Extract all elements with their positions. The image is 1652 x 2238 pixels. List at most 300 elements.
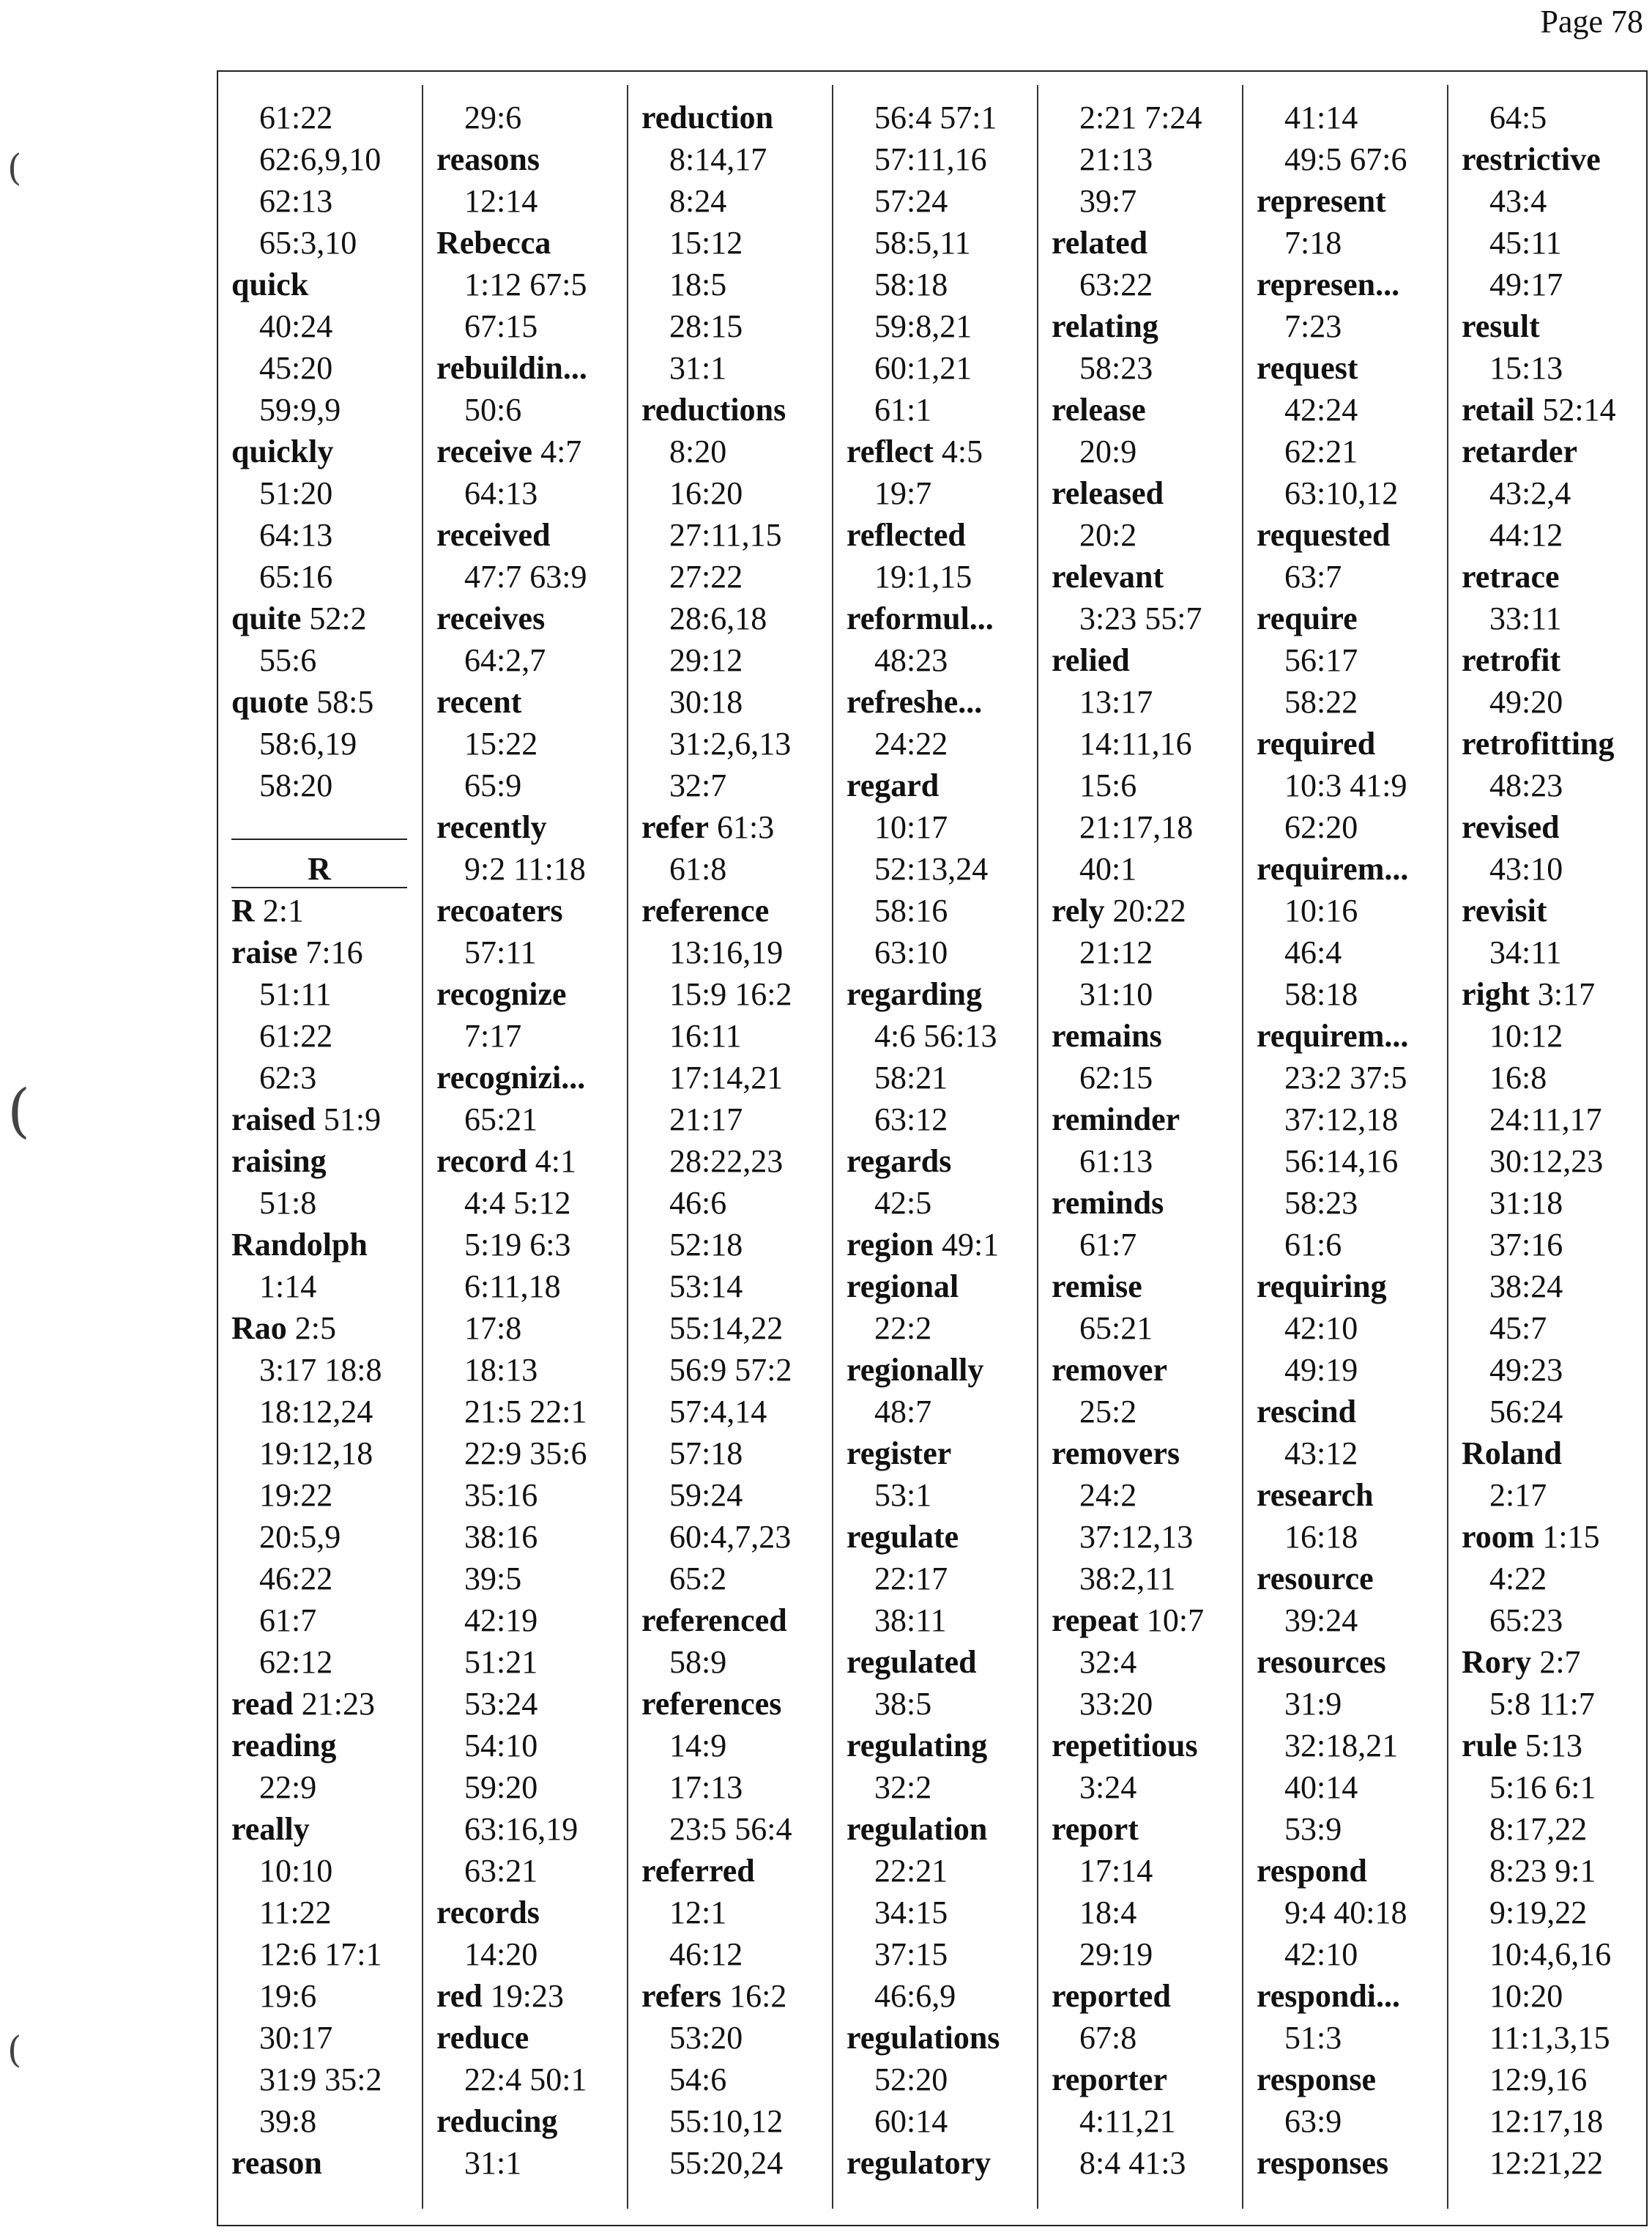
index-term: received <box>436 517 551 553</box>
index-page-refs <box>1052 1307 1153 1349</box>
index-page-refs <box>1462 514 1563 556</box>
page-reference: 46:6 <box>669 1185 727 1221</box>
index-entry <box>847 1725 987 1766</box>
index-term: respondi... <box>1257 1978 1401 2014</box>
index-term: request <box>1257 350 1358 386</box>
page-reference: 9:4 40:18 <box>1284 1895 1407 1930</box>
page-reference: 13:16,19 <box>669 934 784 970</box>
page-reference: 49:1 <box>933 1227 1000 1263</box>
index-page-refs <box>1462 2017 1610 2059</box>
page-reference: 33:11 <box>1489 601 1562 636</box>
index-entry <box>231 1098 381 1140</box>
page-reference: 30:17 <box>259 2020 333 2056</box>
page-reference: 4:11,21 <box>1079 2103 1176 2139</box>
index-term: rely <box>1052 893 1105 929</box>
page-reference: 22:21 <box>874 1853 948 1889</box>
index-entry <box>436 598 545 639</box>
index-page-refs <box>436 1766 537 1808</box>
index-term: regard <box>847 767 940 803</box>
index-term: Rory <box>1462 1644 1532 1680</box>
page-reference: 53:9 <box>1284 1811 1342 1847</box>
index-page-refs <box>1052 1558 1176 1599</box>
index-page-refs <box>231 1892 332 1933</box>
index-page-refs <box>231 1516 341 1558</box>
index-frame <box>217 70 1648 2226</box>
page-reference: 14:20 <box>464 1936 538 1972</box>
index-page-refs <box>641 222 743 264</box>
index-page-refs <box>1257 1224 1342 1265</box>
index-page-refs <box>1257 305 1342 347</box>
page-reference: 65:16 <box>259 559 333 595</box>
index-entry <box>436 514 551 556</box>
index-page-refs <box>1462 2059 1587 2100</box>
page-reference: 8:24 <box>669 183 727 219</box>
page-reference: 61:7 <box>259 1602 317 1638</box>
index-page-refs <box>436 264 587 305</box>
index-page-refs <box>1257 639 1358 681</box>
index-entry <box>1257 848 1408 890</box>
page-reference: 55:6 <box>259 642 317 678</box>
index-page-refs <box>1257 431 1358 472</box>
index-page-refs <box>1257 472 1398 514</box>
page-reference: 6:11,18 <box>464 1268 561 1304</box>
index-entry <box>1052 1349 1167 1391</box>
index-page-refs <box>1462 1140 1603 1182</box>
page-reference: 51:8 <box>259 1185 317 1221</box>
index-page-refs <box>641 1725 726 1766</box>
page-reference: 5:8 11:7 <box>1489 1686 1595 1722</box>
index-page-refs <box>231 1850 332 1892</box>
page-reference: 5:19 6:3 <box>464 1227 571 1263</box>
index-page-refs <box>436 1599 537 1641</box>
page-reference: 11:22 <box>259 1895 332 1930</box>
page-reference: 61:13 <box>1079 1143 1153 1179</box>
index-entry <box>436 2100 557 2142</box>
index-term: response <box>1257 2062 1376 2097</box>
index-term: represent <box>1257 183 1386 219</box>
index-term: reduce <box>436 2020 529 2056</box>
index-page-refs <box>1257 222 1342 264</box>
index-entry <box>1052 890 1186 932</box>
index-page-refs <box>641 305 743 347</box>
page-reference: 45:7 <box>1489 1310 1547 1346</box>
index-term: repeat <box>1052 1602 1139 1638</box>
index-page-refs <box>641 138 767 180</box>
index-page-refs <box>436 1015 521 1057</box>
index-page-refs <box>847 1850 948 1892</box>
section-rule-bottom <box>231 887 407 888</box>
index-page-refs <box>847 2100 948 2142</box>
index-term: really <box>231 1811 310 1847</box>
page-reference: 31:9 <box>1284 1686 1342 1722</box>
page-reference: 4:22 <box>1489 1561 1547 1596</box>
index-page-refs <box>436 389 521 431</box>
page-reference: 16:20 <box>669 475 743 511</box>
index-page-refs <box>1052 681 1153 723</box>
index-term: receive <box>436 434 533 469</box>
page-reference: 58:9 <box>669 1644 727 1680</box>
page-reference: 2:7 <box>1531 1644 1581 1680</box>
page-reference: 46:22 <box>259 1561 333 1596</box>
index-column <box>1052 72 1242 2225</box>
page-reference: 9:19,22 <box>1489 1895 1588 1930</box>
index-page-refs <box>436 1307 521 1349</box>
index-page-refs <box>641 1057 783 1098</box>
index-page-refs <box>231 222 357 264</box>
page-reference: 4:6 56:13 <box>874 1018 997 1054</box>
index-page-refs <box>847 1307 931 1349</box>
page-reference: 22:9 <box>259 1769 317 1805</box>
index-term: require <box>1257 601 1358 636</box>
index-page-refs <box>1257 1683 1342 1725</box>
index-term: regards <box>847 1143 952 1179</box>
page-reference: 8:17,22 <box>1489 1811 1588 1847</box>
page-reference: 42:10 <box>1284 1310 1358 1346</box>
index-page-refs <box>1052 1933 1153 1975</box>
index-page-refs <box>436 556 587 598</box>
index-entry <box>436 806 547 848</box>
index-entry <box>1052 1182 1164 1224</box>
page-reference: 62:13 <box>259 183 333 219</box>
page-reference: 46:12 <box>669 1936 743 1972</box>
index-term: required <box>1257 726 1376 762</box>
index-term: responses <box>1257 2145 1389 2181</box>
index-term: repetitious <box>1052 1728 1198 1763</box>
index-page-refs <box>1257 1808 1342 1850</box>
index-page-refs <box>1052 598 1202 639</box>
index-page-refs <box>641 1140 783 1182</box>
index-page-refs <box>641 1933 743 1975</box>
page-reference: 52:14 <box>1534 392 1616 428</box>
page-reference: 24:22 <box>874 726 948 762</box>
page-reference: 29:12 <box>669 642 743 678</box>
page-reference: 58:5 <box>308 684 374 720</box>
index-entry <box>231 1224 368 1265</box>
index-term: reference <box>641 893 770 929</box>
index-entry <box>1052 1265 1142 1307</box>
index-page-refs <box>436 2142 521 2184</box>
index-page-refs <box>1052 431 1136 472</box>
index-page-refs <box>1257 890 1358 932</box>
index-entry <box>847 681 982 723</box>
index-entry <box>1462 431 1577 472</box>
index-page-refs <box>847 1015 997 1057</box>
page-reference: 16:11 <box>669 1018 742 1054</box>
index-page-refs <box>1052 1683 1153 1725</box>
index-entry <box>436 1975 564 2017</box>
index-entry <box>641 389 786 431</box>
index-page-refs <box>1257 806 1358 848</box>
index-page-refs <box>436 1725 537 1766</box>
page-reference: 62:21 <box>1284 434 1358 469</box>
index-page-refs <box>1257 97 1358 138</box>
index-page-refs <box>1052 1474 1136 1516</box>
index-page-refs <box>1462 180 1547 222</box>
index-page-refs <box>1257 1307 1358 1349</box>
page-reference: 40:1 <box>1079 851 1137 887</box>
page-reference: 51:20 <box>259 475 333 511</box>
index-page-refs <box>231 138 381 180</box>
page-reference: 21:12 <box>1079 934 1153 970</box>
index-entry <box>436 681 521 723</box>
page-reference: 10:10 <box>259 1853 333 1889</box>
index-page-refs <box>436 472 537 514</box>
index-page-refs <box>847 932 948 973</box>
page-reference: 58:22 <box>1284 684 1358 720</box>
index-column <box>231 72 422 2225</box>
index-term: refer <box>641 809 709 845</box>
page-reference: 31:18 <box>1489 1185 1563 1221</box>
index-page-refs <box>1257 1766 1358 1808</box>
page-reference: 57:4,14 <box>669 1394 767 1430</box>
index-page-refs <box>436 1349 537 1391</box>
index-page-refs <box>847 1182 931 1224</box>
index-page-refs <box>641 723 791 765</box>
page-reference: 14:9 <box>669 1728 727 1763</box>
page-reference: 50:6 <box>464 392 522 428</box>
index-term: red <box>436 1978 483 2014</box>
index-page-refs <box>1462 681 1563 723</box>
index-entry <box>1052 222 1147 264</box>
index-entry <box>1257 723 1375 765</box>
index-entry <box>847 598 994 639</box>
page-reference: 5:13 <box>1517 1728 1582 1763</box>
index-page-refs <box>847 472 931 514</box>
index-entry <box>231 598 367 639</box>
index-term: regulations <box>847 2020 1000 2056</box>
index-page-refs <box>641 1349 792 1391</box>
margin-hole-mark: ( <box>7 1077 31 1145</box>
index-page-refs <box>1257 556 1342 598</box>
index-page-refs <box>1462 1015 1563 1057</box>
page-reference: 7:18 <box>1284 225 1342 261</box>
index-entry <box>231 2142 322 2184</box>
index-term: regulating <box>847 1728 988 1763</box>
index-entry <box>1462 138 1601 180</box>
index-term: report <box>1052 1811 1139 1847</box>
index-page-refs <box>847 1098 948 1140</box>
margin-hole-mark: ( <box>7 2029 22 2071</box>
page-reference: 34:11 <box>1489 934 1562 970</box>
index-entry <box>1257 1265 1387 1307</box>
page-reference: 22:17 <box>874 1561 948 1596</box>
index-page-refs <box>847 1599 947 1641</box>
index-term: R <box>231 893 255 929</box>
index-entry <box>1462 1641 1581 1683</box>
page-reference: 58:6,19 <box>259 726 357 762</box>
index-entry <box>231 264 308 305</box>
page-reference: 19:12,18 <box>259 1435 373 1471</box>
index-term: reduction <box>641 100 774 135</box>
index-term: reformul... <box>847 601 994 636</box>
index-entry <box>1052 639 1130 681</box>
page-reference: 43:2,4 <box>1489 475 1571 511</box>
page-reference: 65:9 <box>464 767 522 803</box>
index-page-refs <box>641 2059 726 2100</box>
index-page-refs <box>1462 1474 1547 1516</box>
page-reference: 15:9 16:2 <box>669 976 792 1012</box>
index-page-refs <box>231 1975 316 2017</box>
index-entry <box>847 1349 983 1391</box>
index-term: regional <box>847 1268 959 1304</box>
page-reference: 21:17,18 <box>1079 809 1194 845</box>
index-column <box>641 72 832 2225</box>
index-term: region <box>847 1227 934 1263</box>
index-term: result <box>1462 308 1540 344</box>
index-page-refs <box>1257 138 1407 180</box>
index-page-refs <box>641 1391 767 1432</box>
page-reference: 32:4 <box>1079 1644 1137 1680</box>
index-page-refs <box>1462 1933 1611 1975</box>
index-page-refs <box>436 1850 537 1892</box>
index-entry <box>1052 305 1158 347</box>
page-reference: 65:21 <box>1079 1310 1153 1346</box>
page-reference: 58:21 <box>874 1060 948 1096</box>
page-reference: 31:10 <box>1079 976 1153 1012</box>
index-page-refs <box>847 1683 931 1725</box>
index-page-refs <box>1462 1307 1547 1349</box>
page-reference: 67:8 <box>1079 2020 1137 2056</box>
column-divider <box>422 85 423 2209</box>
index-page-refs <box>641 514 782 556</box>
page-reference: 61:7 <box>1079 1227 1137 1263</box>
page-reference: 4:1 <box>527 1143 577 1179</box>
page-reference: 39:24 <box>1284 1602 1358 1638</box>
index-term: regionally <box>847 1352 984 1388</box>
index-entry <box>1462 723 1615 765</box>
index-page-refs <box>231 765 332 806</box>
index-entry <box>1052 1725 1198 1766</box>
page-reference: 59:24 <box>669 1477 743 1513</box>
index-entry <box>847 973 982 1015</box>
index-entry <box>436 222 551 264</box>
index-entry <box>847 1516 959 1558</box>
page-reference: 38:11 <box>874 1602 947 1638</box>
index-term: relied <box>1052 642 1130 678</box>
page-reference: 49:17 <box>1489 267 1563 302</box>
index-page-refs <box>1052 514 1136 556</box>
page-reference: 42:5 <box>874 1185 932 1221</box>
page-reference: 8:23 9:1 <box>1489 1853 1596 1889</box>
index-page-refs <box>1462 1182 1563 1224</box>
index-page-refs <box>436 1474 537 1516</box>
index-entry <box>436 890 563 932</box>
page-reference: 3:23 55:7 <box>1079 601 1202 636</box>
page-reference: 28:6,18 <box>669 601 767 636</box>
page-reference: 53:24 <box>464 1686 538 1722</box>
index-page-refs <box>1462 932 1562 973</box>
index-term: raise <box>231 934 298 970</box>
index-page-refs <box>1052 1892 1136 1933</box>
index-page-refs <box>1462 1349 1563 1391</box>
index-entry <box>1052 1599 1204 1641</box>
index-page-refs <box>231 2059 382 2100</box>
page-reference: 39:5 <box>464 1561 522 1596</box>
index-entry <box>1462 1725 1582 1766</box>
index-term: room <box>1462 1519 1535 1555</box>
index-term: reason <box>231 2145 322 2181</box>
column-divider <box>832 85 833 2209</box>
index-term: right <box>1462 976 1530 1012</box>
index-entry <box>1052 2059 1167 2100</box>
index-page-refs <box>436 1224 570 1265</box>
index-term: reading <box>231 1728 337 1763</box>
index-page-refs <box>1257 2100 1342 2142</box>
page-reference: 56:17 <box>1284 642 1358 678</box>
index-page-refs <box>1462 222 1562 264</box>
page-reference: 60:4,7,23 <box>669 1519 792 1555</box>
index-page-refs <box>1052 723 1192 765</box>
index-page-refs <box>436 1808 578 1850</box>
index-entry <box>1052 1808 1139 1850</box>
index-page-refs <box>641 1766 743 1808</box>
page-reference: 51:21 <box>464 1644 538 1680</box>
index-term: remise <box>1052 1268 1142 1304</box>
index-page-refs <box>1257 1599 1358 1641</box>
page-reference: 3:24 <box>1079 1769 1137 1805</box>
index-page-refs <box>1257 1098 1398 1140</box>
index-column <box>847 72 1037 2225</box>
index-page-refs <box>847 806 948 848</box>
index-page-refs <box>231 180 332 222</box>
page-reference: 55:14,22 <box>669 1310 784 1346</box>
index-term: Rao <box>231 1310 287 1346</box>
index-entry <box>847 1808 987 1850</box>
index-entry <box>847 1224 999 1265</box>
index-page-refs <box>641 1474 743 1516</box>
index-page-refs <box>1257 681 1358 723</box>
page-reference: 17:14 <box>1079 1853 1153 1889</box>
index-page-refs <box>641 1307 783 1349</box>
index-page-refs <box>847 2059 948 2100</box>
index-page-refs <box>847 848 988 890</box>
page-reference: 20:22 <box>1104 893 1186 929</box>
index-term: recent <box>436 684 522 720</box>
index-page-refs <box>1257 932 1342 973</box>
index-term: released <box>1052 475 1164 511</box>
index-page-refs <box>1052 2142 1186 2184</box>
index-term: represen... <box>1257 267 1400 302</box>
page-reference: 58:18 <box>1284 976 1358 1012</box>
page-number: Page 78 <box>1540 4 1643 40</box>
page-reference: 7:16 <box>297 934 363 970</box>
page-reference: 45:11 <box>1489 225 1562 261</box>
index-term: retarder <box>1462 434 1577 469</box>
page-reference: 14:11,16 <box>1079 726 1192 762</box>
column-divider <box>627 85 628 2209</box>
index-page-refs <box>436 639 546 681</box>
page-reference: 15:22 <box>464 726 538 762</box>
page-reference: 58:5,11 <box>874 225 971 261</box>
page-reference: 51:3 <box>1284 2020 1342 2056</box>
index-page-refs <box>1257 1725 1398 1766</box>
index-entry <box>436 431 581 472</box>
page-reference: 1:14 <box>259 1268 317 1304</box>
index-entry <box>231 1307 336 1349</box>
page-reference: 23:2 37:5 <box>1284 1060 1407 1096</box>
index-entry <box>1257 514 1391 556</box>
page-reference: 63:22 <box>1079 267 1153 302</box>
index-term: rescind <box>1257 1394 1357 1430</box>
index-page-refs <box>436 765 521 806</box>
page-reference: 35:16 <box>464 1477 538 1513</box>
page-reference: 12:17,18 <box>1489 2103 1604 2139</box>
page-reference: 48:7 <box>874 1394 932 1430</box>
page-reference: 63:10,12 <box>1284 475 1399 511</box>
index-term: remover <box>1052 1352 1167 1388</box>
index-entry <box>641 1975 786 2017</box>
index-entry <box>231 1683 375 1725</box>
